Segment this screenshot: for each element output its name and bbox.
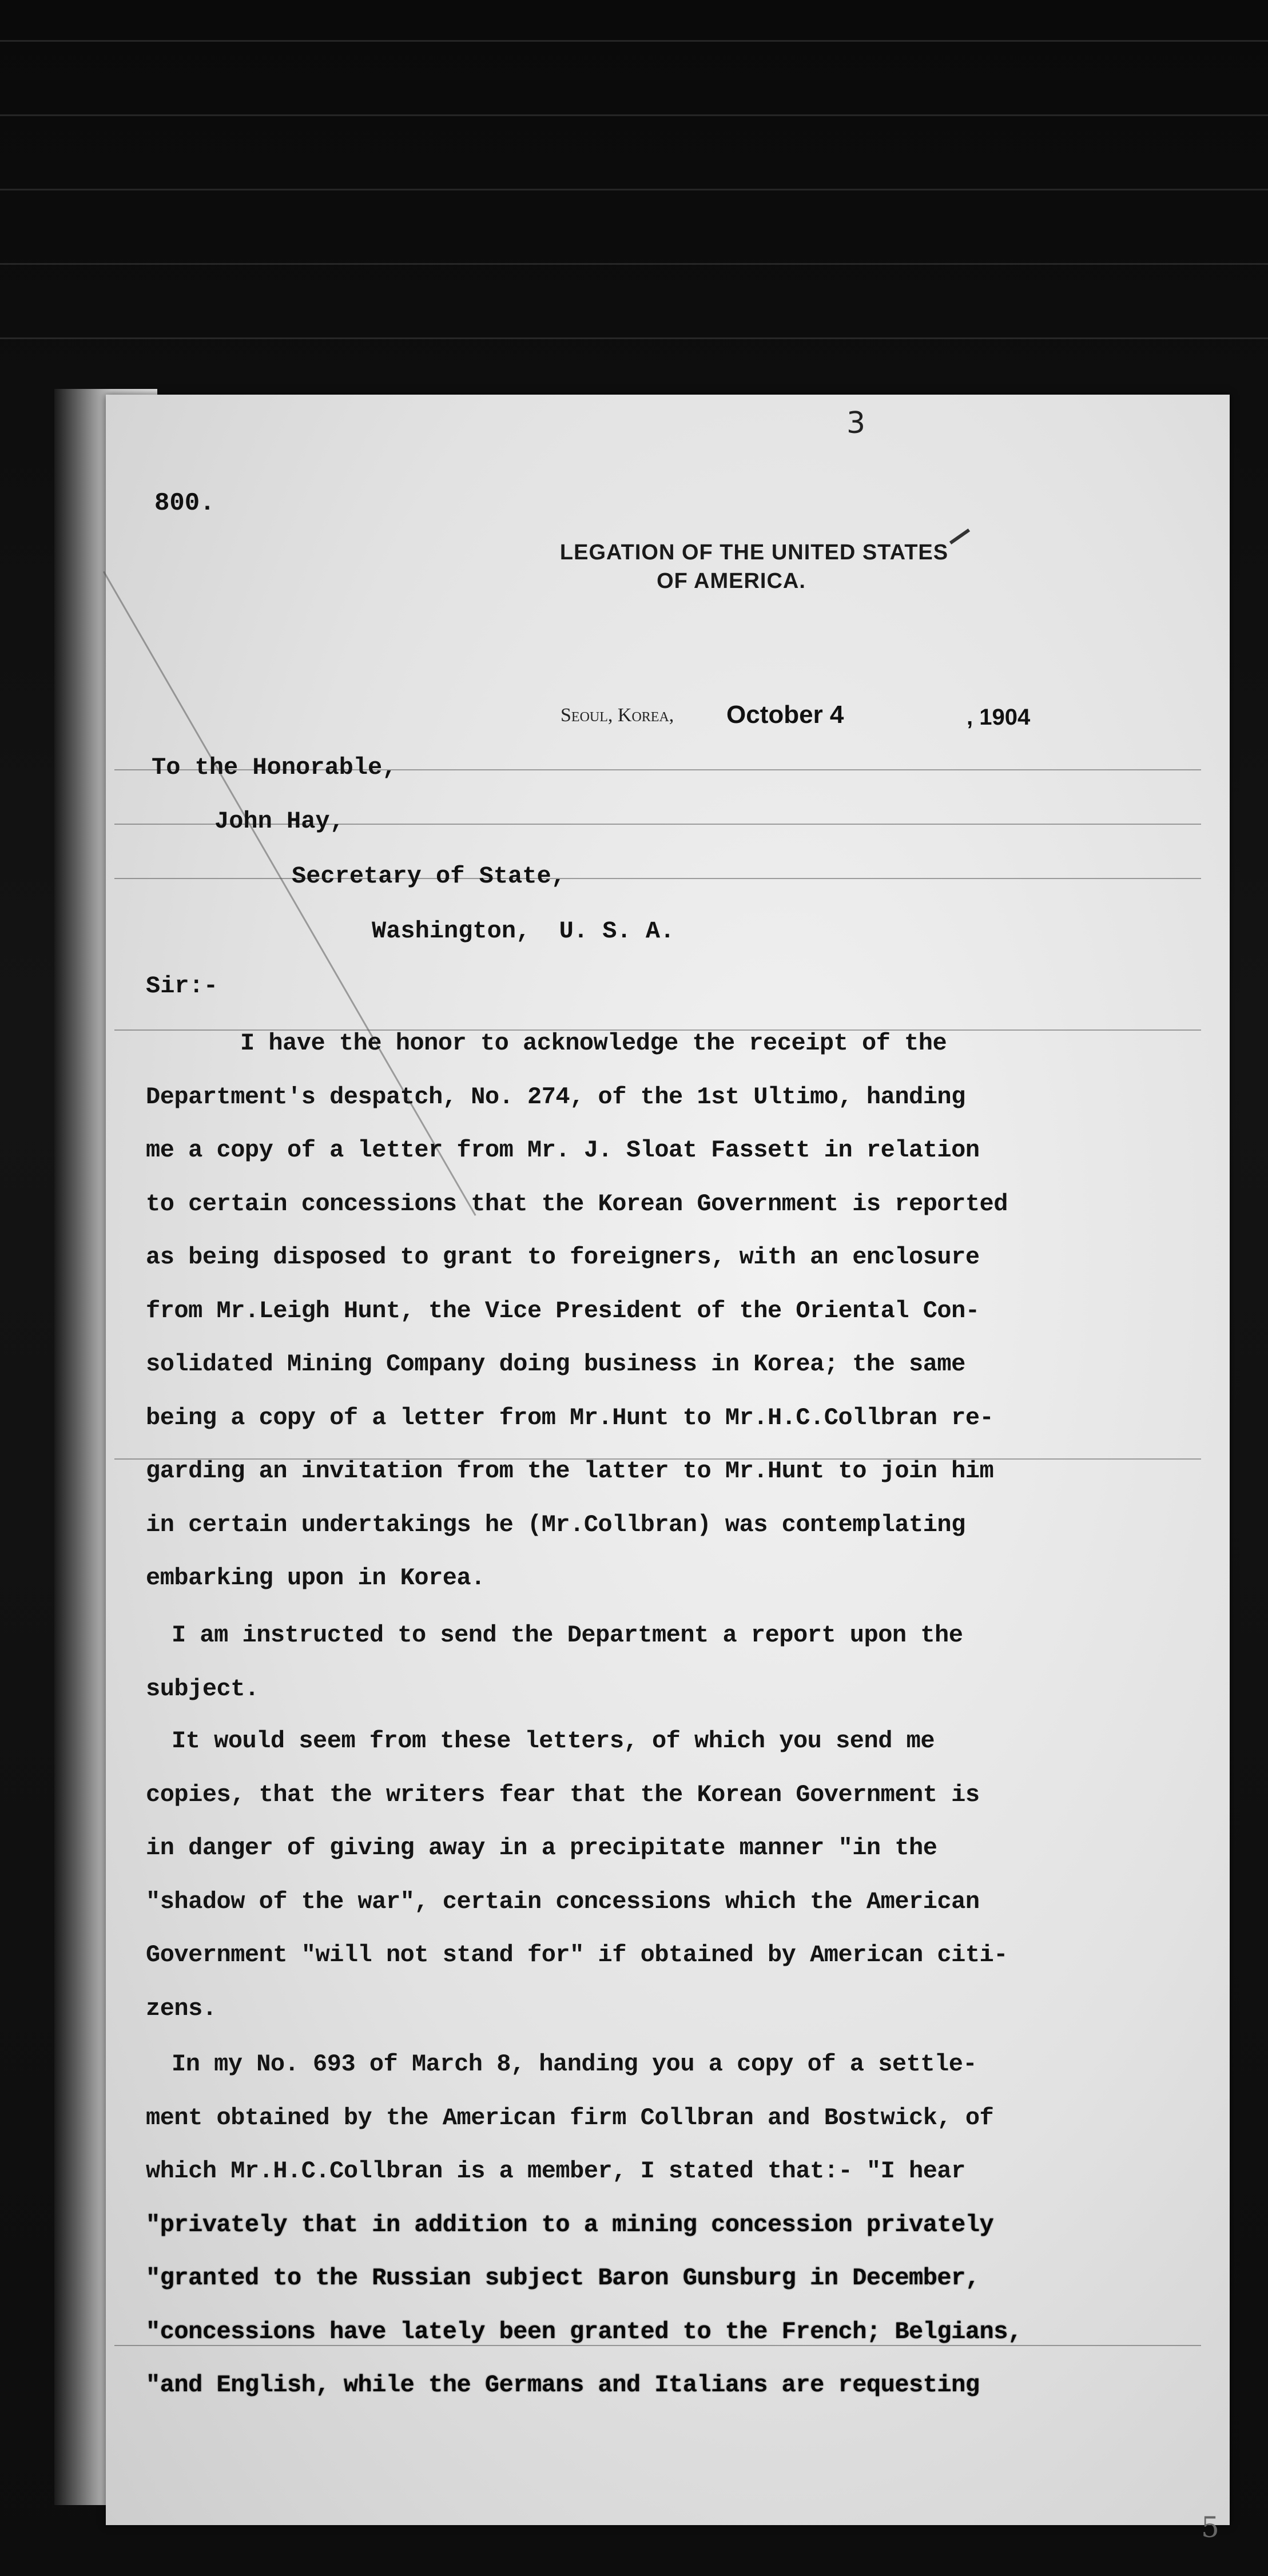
dateline-year: , 1904 <box>967 705 1031 730</box>
body-line: in danger of giving away in a precipitate manner "in the <box>146 1834 937 1862</box>
body-line: which Mr.H.C.Collbran is a member, I stated that:- "I hear <box>146 2157 965 2185</box>
film-scanline <box>0 114 1268 116</box>
dateline-date: October 4 <box>726 701 844 729</box>
address-salutation: To the Honorable, <box>152 754 397 781</box>
letterhead-line1: LEGATION OF THE UNITED STATES <box>559 540 949 565</box>
body-line: solidated Mining Company doing business in Korea; the same <box>146 1350 965 1378</box>
body-line: Government "will not stand for" if obtained by American citi- <box>146 1941 1008 1969</box>
body-line: me a copy of a letter from Mr. J. Sloat Fassett in relation <box>146 1136 980 1164</box>
ruled-line <box>114 878 1201 879</box>
body-line: In my No. 693 of March 8, handing you a copy of a settle- <box>172 2050 977 2078</box>
body-line: being a copy of a letter from Mr.Hunt to Mr.H.C.Collbran re- <box>146 1404 994 1432</box>
address-title: Secretary of State, <box>292 862 566 890</box>
address-sir: Sir:- <box>146 972 218 1000</box>
body-line: embarking upon in Korea. <box>146 1564 485 1592</box>
film-scanline <box>0 337 1268 339</box>
body-line: "concessions have lately been granted to the French; Belgians, <box>146 2317 1022 2346</box>
body-line: from Mr.Leigh Hunt, the Vice President of the Oriental Con- <box>146 1297 980 1325</box>
body-line: Department's despatch, No. 274, of the 1st Ultimo, handing <box>146 1083 965 1111</box>
body-line: garding an invitation from the latter to Mr.Hunt to join him <box>146 1457 994 1485</box>
body-line: zens. <box>146 1994 217 2022</box>
address-city: Washington, U. S. A. <box>372 917 675 945</box>
corner-pencil-mark: 5 <box>1201 2511 1219 2544</box>
body-line: "privately that in addition to a mining concession privately <box>146 2211 994 2239</box>
body-line: copies, that the writers fear that the Korean Government is <box>146 1780 980 1808</box>
body-line: subject. <box>146 1675 259 1703</box>
body-line: in certain undertakings he (Mr.Collbran) was contemplating <box>146 1510 965 1539</box>
film-scanline <box>0 189 1268 190</box>
body-line: "granted to the Russian subject Baron Gunsburg in December, <box>146 2264 980 2292</box>
film-scanline <box>0 263 1268 265</box>
body-line: ment obtained by the American firm Collbran and Bostwick, of <box>146 2104 994 2132</box>
letterhead-line2: OF AMERICA. <box>657 569 806 593</box>
body-line: as being disposed to grant to foreigners, with an enclosure <box>146 1243 980 1271</box>
body-line: It would seem from these letters, of which you send me <box>172 1727 935 1755</box>
body-line: I am instructed to send the Department a report upon the <box>172 1621 963 1649</box>
body-line: to certain concessions that the Korean Government is reported <box>146 1190 1008 1218</box>
dateline-place: Seoul, Korea, <box>561 705 674 726</box>
body-line: I have the honor to acknowledge the receipt of the <box>240 1029 947 1057</box>
body-line: "shadow of the war", certain concessions which the American <box>146 1887 980 1915</box>
address-name: John Hay, <box>214 808 344 835</box>
despatch-number: 800. <box>154 489 215 518</box>
page-mark: 3 <box>846 406 866 440</box>
film-scanline <box>0 40 1268 42</box>
body-line: "and English, while the Germans and Italians are requesting <box>146 2371 980 2399</box>
